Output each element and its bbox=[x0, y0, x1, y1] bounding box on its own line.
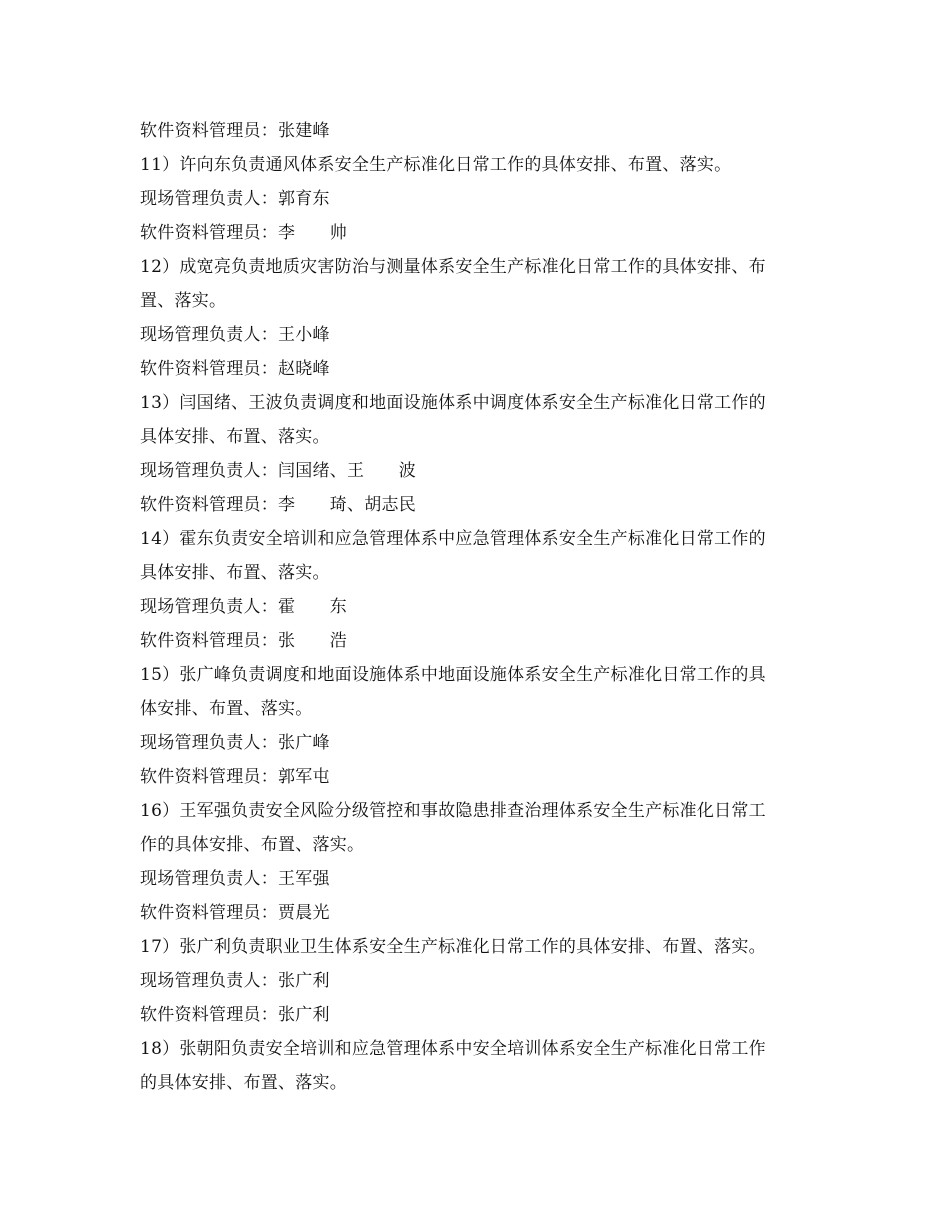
text-line: 17）张广利负责职业卫生体系安全生产标准化日常工作的具体安排、布置、落实。 bbox=[140, 937, 766, 957]
text-line: 15）张广峰负责调度和地面设施体系中地面设施体系安全生产标准化日常工作的具 bbox=[140, 665, 766, 685]
text-line: 具体安排、布置、落实。 bbox=[140, 563, 330, 583]
text-line: 现场管理负责人：闫国绪、王 波 bbox=[140, 461, 416, 481]
document-body bbox=[140, 114, 815, 1100]
text-line: 的具体安排、布置、落实。 bbox=[140, 1073, 347, 1093]
text-line: 软件资料管理员：李 琦、胡志民 bbox=[140, 495, 416, 515]
text-line: 软件资料管理员：贾晨光 bbox=[140, 903, 330, 923]
text-line: 软件资料管理员：张 浩 bbox=[140, 631, 347, 651]
text-line: 软件资料管理员：李 帅 bbox=[140, 223, 347, 243]
text-line: 作的具体安排、布置、落实。 bbox=[140, 835, 365, 855]
text-line: 18）张朝阳负责安全培训和应急管理体系中安全培训体系安全生产标准化日常工作 bbox=[140, 1039, 766, 1059]
text-line: 12）成宽亮负责地质灾害防治与测量体系安全生产标准化日常工作的具体安排、布 bbox=[140, 257, 766, 277]
text-line: 14）霍东负责安全培训和应急管理体系中应急管理体系安全生产标准化日常工作的 bbox=[140, 529, 766, 549]
text-line: 现场管理负责人：郭育东 bbox=[140, 189, 330, 209]
text-line: 11）许向东负责通风体系安全生产标准化日常工作的具体安排、布置、落实。 bbox=[140, 155, 732, 175]
text-line: 16）王军强负责安全风险分级管控和事故隐患排查治理体系安全生产标准化日常工 bbox=[140, 801, 766, 821]
text-line: 软件资料管理员：赵晓峰 bbox=[140, 359, 330, 379]
text-line: 现场管理负责人：王军强 bbox=[140, 869, 330, 889]
text-line: 现场管理负责人：张广峰 bbox=[140, 733, 330, 753]
text-line: 13）闫国绪、王波负责调度和地面设施体系中调度体系安全生产标准化日常工作的 bbox=[140, 393, 766, 413]
text-line: 现场管理负责人：张广利 bbox=[140, 971, 330, 991]
text-line: 体安排、布置、落实。 bbox=[140, 699, 313, 719]
text-line: 软件资料管理员：张建峰 bbox=[140, 121, 330, 141]
text-line: 软件资料管理员：张广利 bbox=[140, 1005, 330, 1025]
text-line: 具体安排、布置、落实。 bbox=[140, 427, 330, 447]
text-line: 现场管理负责人：霍 东 bbox=[140, 597, 347, 617]
text-line: 现场管理负责人：王小峰 bbox=[140, 325, 330, 345]
text-line: 软件资料管理员：郭军屯 bbox=[140, 767, 330, 787]
text-line: 置、落实。 bbox=[140, 291, 227, 311]
